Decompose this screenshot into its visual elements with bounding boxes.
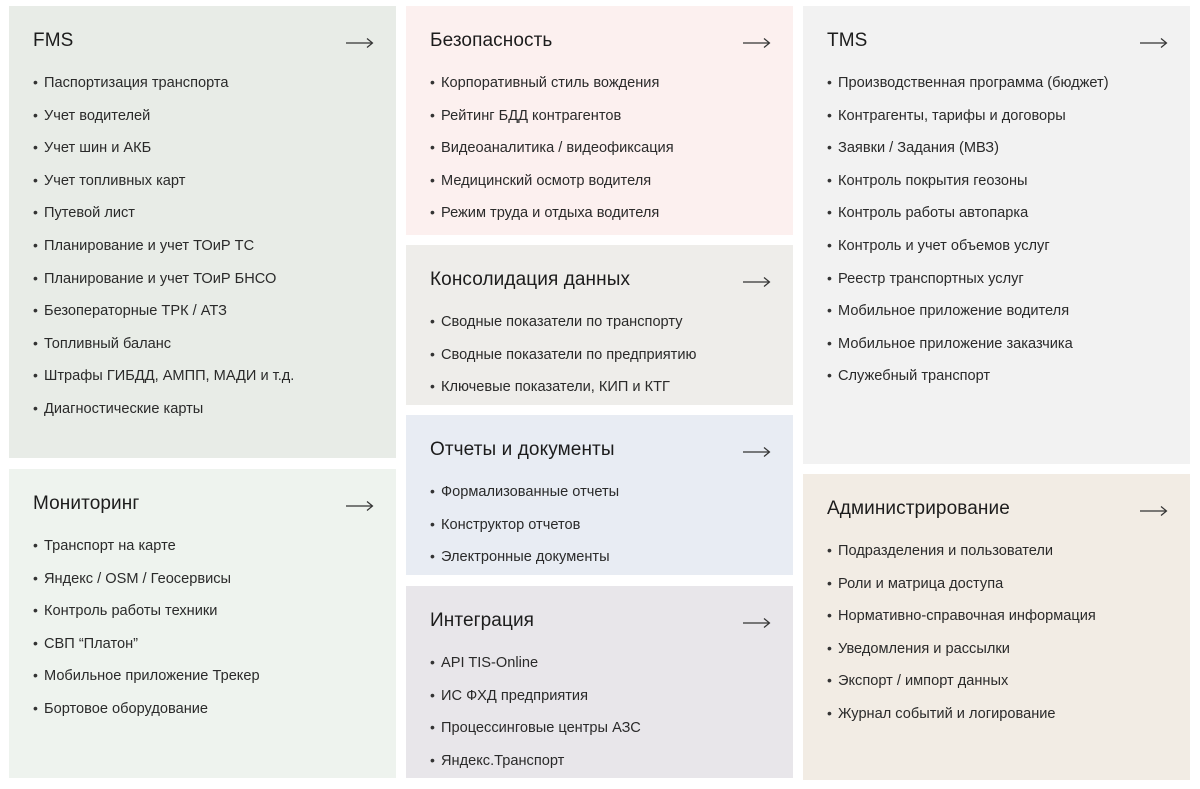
bullet-icon: •: [827, 74, 832, 90]
card-admin[interactable]: [803, 474, 1190, 780]
card-item-list: [430, 646, 641, 776]
bullet-icon: •: [827, 106, 832, 123]
card-title[interactable]: Администрирование: [827, 498, 1010, 519]
list-item[interactable]: [430, 131, 674, 164]
item-label: Медицинский осмотр водителя: [441, 172, 652, 189]
item-label: Ключевые показатели, КИП и КТГ: [441, 379, 670, 396]
bullet-icon: •: [33, 699, 38, 716]
list-item[interactable]: [430, 99, 674, 132]
list-item[interactable]: [33, 229, 294, 262]
list-item[interactable]: [827, 229, 1109, 262]
card-security[interactable]: [406, 6, 793, 235]
item-label: Видеоаналитика / видеофиксация: [441, 140, 674, 157]
card-monitoring[interactable]: [9, 469, 396, 778]
card-title[interactable]: Безопасность: [430, 30, 553, 51]
item-label: Нормативно-справочная информация: [838, 608, 1096, 625]
item-label: Яндекс / OSM / Геосервисы: [44, 570, 232, 587]
bullet-icon: •: [827, 672, 832, 689]
card-title[interactable]: FMS: [33, 30, 74, 51]
list-item[interactable]: [827, 599, 1096, 632]
list-item[interactable]: [827, 131, 1109, 164]
item-label: Экспорт / импорт данных: [838, 673, 1009, 690]
bullet-icon: •: [827, 302, 832, 319]
card-tms[interactable]: [803, 6, 1190, 464]
bullet-icon: •: [430, 139, 435, 156]
list-item[interactable]: [430, 646, 641, 679]
item-label: Учет топливных карт: [44, 172, 186, 189]
list-item[interactable]: [430, 66, 674, 99]
card-reports[interactable]: [406, 415, 793, 575]
list-item[interactable]: [827, 632, 1096, 665]
bullet-icon: •: [33, 602, 38, 619]
item-label: Корпоративный стиль вождения: [441, 75, 660, 91]
arrow-right-icon[interactable]: [346, 37, 374, 49]
item-label: Бортовое оборудование: [44, 700, 209, 717]
list-item[interactable]: [827, 534, 1096, 567]
card-title[interactable]: Отчеты и документы: [430, 439, 615, 460]
bullet-icon: •: [827, 236, 832, 253]
bullet-icon: •: [33, 399, 38, 416]
list-item[interactable]: [827, 294, 1109, 327]
list-item[interactable]: [430, 508, 619, 541]
item-label: Режим труда и отдыха водителя: [441, 205, 660, 222]
card-item-list: [430, 305, 696, 403]
bullet-icon: •: [33, 302, 38, 319]
card-integration[interactable]: [406, 586, 793, 778]
arrow-right-icon[interactable]: [346, 500, 374, 512]
bullet-icon: •: [33, 667, 38, 684]
list-item[interactable]: [430, 679, 641, 712]
bullet-icon: •: [827, 639, 832, 656]
arrow-right-icon[interactable]: [743, 276, 771, 288]
item-label: Служебный транспорт: [838, 368, 991, 385]
list-item[interactable]: [827, 697, 1096, 730]
list-item[interactable]: [33, 66, 294, 99]
item-label: Топливный баланс: [44, 335, 172, 352]
item-label: Реестр транспортных услуг: [838, 270, 1024, 287]
bullet-icon: •: [827, 139, 832, 156]
bullet-icon: •: [430, 483, 435, 499]
item-label: Сводные показатели по транспорту: [441, 314, 683, 330]
item-label: API TIS-Online: [441, 655, 539, 671]
list-item[interactable]: [33, 562, 260, 595]
list-item[interactable]: [430, 711, 641, 744]
bullet-icon: •: [33, 634, 38, 651]
arrow-right-icon[interactable]: [1140, 37, 1168, 49]
list-item[interactable]: [33, 594, 260, 627]
bullet-icon: •: [430, 106, 435, 123]
list-item[interactable]: [827, 664, 1096, 697]
list-item[interactable]: [33, 529, 260, 562]
bullet-icon: •: [33, 204, 38, 221]
bullet-icon: •: [827, 269, 832, 286]
bullet-icon: •: [430, 719, 435, 736]
item-label: Контроль работы автопарка: [838, 205, 1029, 222]
list-item[interactable]: [827, 99, 1109, 132]
bullet-icon: •: [430, 751, 435, 768]
item-label: Роли и матрица доступа: [838, 575, 1004, 592]
item-label: Контроль покрытия геозоны: [838, 172, 1028, 189]
bullet-icon: •: [827, 607, 832, 624]
bullet-icon: •: [33, 269, 38, 286]
list-item[interactable]: [827, 262, 1109, 295]
list-item[interactable]: [33, 294, 294, 327]
list-item[interactable]: [33, 131, 294, 164]
list-item[interactable]: [33, 99, 294, 132]
bullet-icon: •: [430, 204, 435, 221]
bullet-icon: •: [430, 378, 435, 395]
item-label: Учет шин и АКБ: [44, 140, 152, 157]
card-item-list: [33, 529, 260, 725]
list-item[interactable]: [33, 164, 294, 197]
list-item[interactable]: [33, 359, 294, 392]
bullet-icon: •: [827, 334, 832, 351]
bullet-icon: •: [827, 542, 832, 558]
bullet-icon: •: [430, 686, 435, 703]
item-label: Формализованные отчеты: [441, 484, 620, 500]
item-label: Контроль работы техники: [44, 603, 218, 620]
card-title[interactable]: Мониторинг: [33, 493, 140, 514]
list-item[interactable]: [827, 66, 1109, 99]
bullet-icon: •: [827, 367, 832, 384]
list-item[interactable]: [430, 338, 696, 371]
bullet-icon: •: [430, 74, 435, 90]
list-item[interactable]: [827, 327, 1109, 360]
bullet-icon: •: [430, 171, 435, 188]
item-label: Яндекс.Транспорт: [441, 752, 565, 769]
bullet-icon: •: [33, 171, 38, 188]
item-label: Штрафы ГИБДД, АМПП, МАДИ и т.д.: [44, 368, 295, 385]
item-label: Электронные документы: [441, 549, 610, 566]
list-item[interactable]: [827, 196, 1109, 229]
bullet-icon: •: [827, 704, 832, 721]
bullet-icon: •: [33, 334, 38, 351]
list-item[interactable]: [430, 305, 696, 338]
arrow-right-icon[interactable]: [743, 446, 771, 458]
list-item[interactable]: [430, 744, 641, 777]
item-label: Транспорт на карте: [44, 538, 176, 554]
list-item[interactable]: [33, 327, 294, 360]
item-label: Процессинговые центры АЗС: [441, 720, 641, 737]
bullet-icon: •: [33, 139, 38, 156]
item-label: Диагностические карты: [44, 400, 204, 417]
bullet-icon: •: [33, 236, 38, 253]
item-label: Заявки / Задания (МВЗ): [838, 140, 999, 157]
bullet-icon: •: [827, 574, 832, 591]
list-item[interactable]: [33, 196, 294, 229]
item-label: Безоператорные ТРК / АТЗ: [44, 303, 227, 320]
item-label: Паспортизация транспорта: [44, 75, 229, 91]
list-item[interactable]: [827, 567, 1096, 600]
card-title[interactable]: Консолидация данных: [430, 269, 631, 290]
item-label: Мобильное приложение водителя: [838, 303, 1070, 320]
arrow-right-icon[interactable]: [1140, 505, 1168, 517]
list-item[interactable]: [430, 475, 619, 508]
bullet-icon: •: [430, 548, 435, 565]
list-item[interactable]: [33, 262, 294, 295]
item-label: Сводные показатели по предприятию: [441, 346, 697, 363]
bullet-icon: •: [33, 74, 38, 90]
bullet-icon: •: [430, 313, 435, 329]
list-item[interactable]: [430, 370, 696, 403]
item-label: Уведомления и рассылки: [838, 640, 1010, 657]
bullet-icon: •: [33, 106, 38, 123]
list-item[interactable]: [430, 164, 674, 197]
item-label: Мобильное приложение Трекер: [44, 668, 260, 685]
card-fms[interactable]: [9, 6, 396, 458]
card-item-list: [827, 534, 1096, 730]
item-label: Путевой лист: [44, 205, 135, 222]
list-item[interactable]: [430, 196, 674, 229]
card-title[interactable]: Интеграция: [430, 610, 535, 631]
item-label: Конструктор отчетов: [441, 516, 581, 533]
bullet-icon: •: [827, 171, 832, 188]
bullet-icon: •: [33, 367, 38, 384]
item-label: Учет водителей: [44, 107, 151, 124]
item-label: Планирование и учет ТОиР БНСО: [44, 270, 277, 287]
arrow-right-icon[interactable]: [743, 617, 771, 629]
bullet-icon: •: [33, 569, 38, 586]
list-item[interactable]: [827, 359, 1109, 392]
item-label: Подразделения и пользователи: [838, 543, 1054, 559]
card-item-list: [33, 66, 294, 425]
bullet-icon: •: [33, 537, 38, 553]
item-label: Контроль и учет объемов услуг: [838, 237, 1050, 254]
list-item[interactable]: [430, 540, 619, 573]
item-label: Журнал событий и логирование: [838, 705, 1056, 722]
item-label: СВП “Платон”: [44, 635, 139, 652]
item-label: Планирование и учет ТОиР ТС: [44, 237, 255, 254]
list-item[interactable]: [33, 627, 260, 660]
card-item-list: [827, 66, 1109, 392]
list-item[interactable]: [33, 392, 294, 425]
item-label: ИС ФХД предприятия: [441, 687, 588, 704]
item-label: Мобильное приложение заказчика: [838, 335, 1073, 352]
list-item[interactable]: [827, 164, 1109, 197]
bullet-icon: •: [430, 345, 435, 362]
item-label: Контрагенты, тарифы и договоры: [838, 107, 1066, 124]
list-item[interactable]: [33, 692, 260, 725]
arrow-right-icon[interactable]: [743, 37, 771, 49]
card-consolidation[interactable]: [406, 245, 793, 405]
bullet-icon: •: [827, 204, 832, 221]
item-label: Производственная программа (бюджет): [838, 75, 1109, 91]
bullet-icon: •: [430, 654, 435, 670]
card-item-list: [430, 475, 619, 573]
bullet-icon: •: [430, 515, 435, 532]
item-label: Рейтинг БДД контрагентов: [441, 107, 622, 124]
card-title[interactable]: TMS: [827, 30, 868, 51]
list-item[interactable]: [33, 659, 260, 692]
card-item-list: [430, 66, 674, 229]
